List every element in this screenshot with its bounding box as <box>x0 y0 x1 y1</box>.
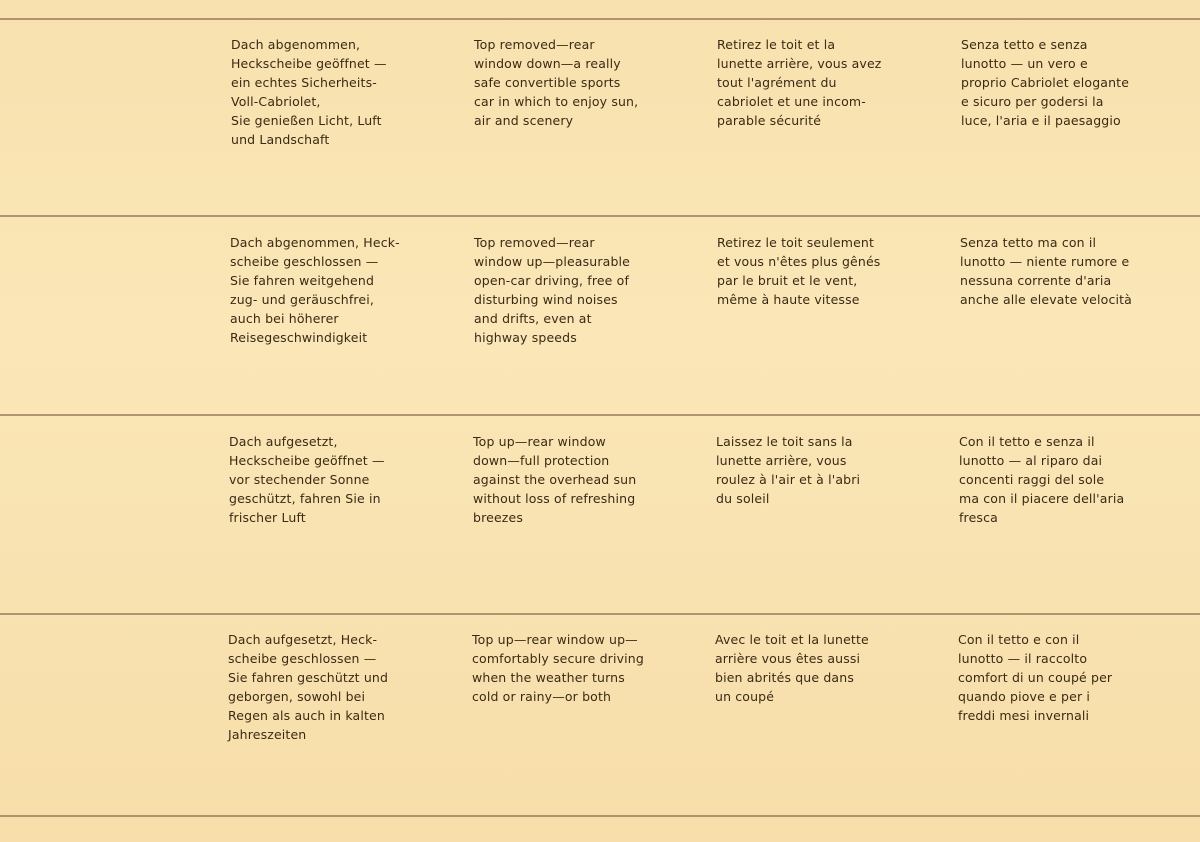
text-german: Dach abgenommen, Heckscheibe geöffnet — ein echtes Sicherheits- Voll-Cabriolet, Sie genießen Licht, Luft und Landschaft <box>231 37 387 147</box>
text-english: Top removed—rear window up—pleasurable open-car driving, free of disturbing wind noises and drifts, even at highway speeds <box>474 235 630 345</box>
divider-rule <box>0 215 1200 217</box>
text-french: Retirez le toit seulement et vous n'êtes plus gênés par le bruit et le vent, même à haute vitesse <box>717 235 881 307</box>
text-english: Top up—rear window up— comfortably secure driving when the weather turns cold or rainy—or both <box>472 632 644 704</box>
text-italian: Senza tetto e senza lunotto — un vero e proprio Cabriolet elogante e sicuro per godersi la luce, l'aria e il paesaggio <box>961 37 1130 128</box>
text-english: Top up—rear window down—full protection against the overhead sun without loss of refreshing breezes <box>473 434 637 525</box>
text-french: Laissez le toit sans la lunette arrière, vous roulez à l'air et à l'abri du soleil <box>716 434 861 506</box>
text-german: Dach abgenommen, Heck- scheibe geschlossen — Sie fahren weitgehend zug- und geräuschfrei, auch bei höherer Reisegeschwindigkeit <box>230 235 400 345</box>
text-english: Top removed—rear window down—a really safe convertible sports car in which to enjoy sun, air and scenery <box>474 37 639 128</box>
text-italian: Senza tetto ma con il lunotto — niente rumore e nessuna corrente d'aria anche alle elevate velocità <box>960 235 1132 307</box>
divider-rule <box>0 18 1200 20</box>
text-italian: Con il tetto e con il lunotto — il raccolto comfort di un coupé per quando piove e per i freddi mesi invernali <box>958 632 1113 723</box>
divider-rule <box>0 815 1200 817</box>
text-italian: Con il tetto e senza il lunotto — al riparo dai concenti raggi del sole ma con il piacere dell'aria fresca <box>959 434 1125 525</box>
divider-rule <box>0 613 1200 615</box>
text-german: Dach aufgesetzt, Heck- scheibe geschlossen — Sie fahren geschützt und geborgen, sowohl bei Regen als auch in kalten Jahreszeiten <box>228 632 389 742</box>
text-french: Retirez le toit et la lunette arrière, vous avez tout l'agrément du cabriolet et une incom- parable sécurité <box>717 37 882 128</box>
text-french: Avec le toit et la lunette arrière vous êtes aussi bien abrités que dans un coupé <box>715 632 869 704</box>
text-german: Dach aufgesetzt, Heckscheibe geöffnet — vor stechender Sonne geschützt, fahren Sie in frischer Luft <box>229 434 385 525</box>
divider-rule <box>0 414 1200 416</box>
